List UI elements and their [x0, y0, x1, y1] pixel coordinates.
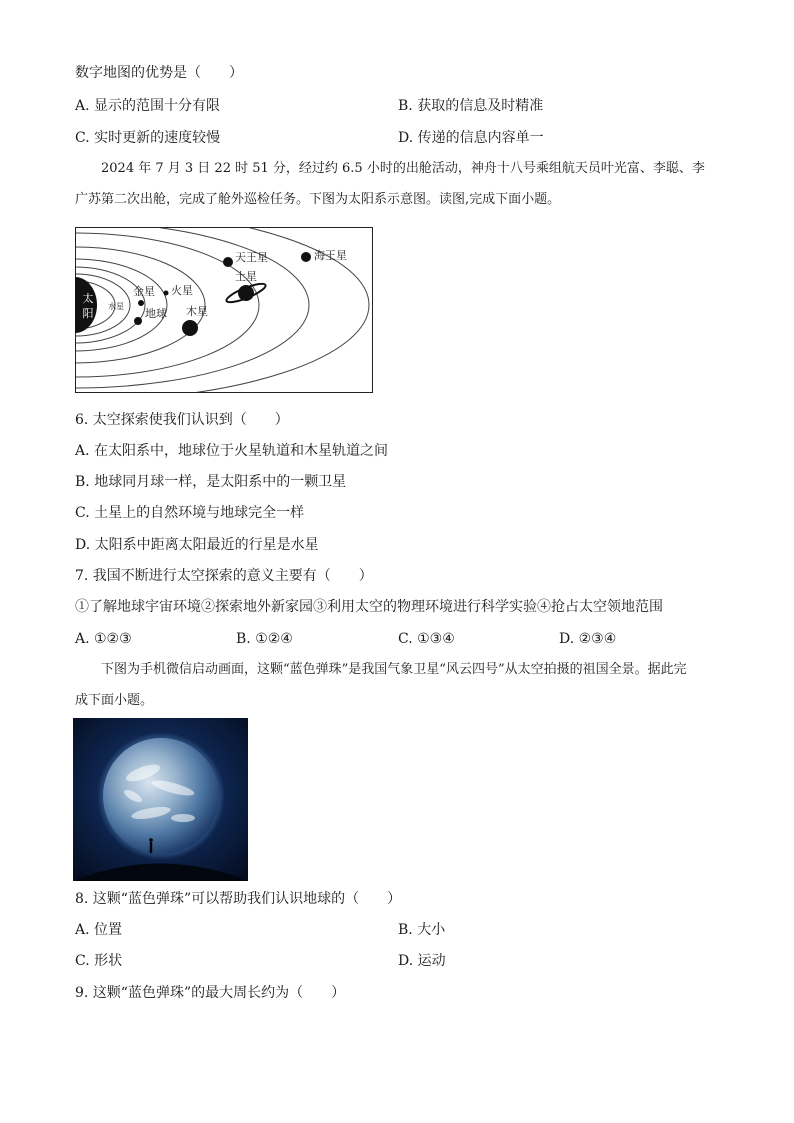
passage1-line2: 广苏第二次出舱，完成了舱外巡检任务。下图为太阳系示意图。读图,完成下面小题。	[75, 192, 561, 207]
q5-option-b: B. 获取的信息及时精准	[398, 98, 544, 114]
q8-option-a: A. 位置	[75, 922, 123, 938]
earth-label: 地球	[145, 307, 167, 320]
mercury-label: 水星	[108, 302, 124, 311]
saturn-label: 土星	[235, 270, 257, 283]
q7-statements: ①了解地球宇宙环境②探索地外新家园③利用太空的物理环境进行科学实验④抢占太空领地范围	[75, 599, 663, 615]
q6-stem: 6. 太空探索使我们认识到（ ）	[75, 412, 289, 428]
jupiter-dot	[182, 320, 198, 336]
q9-stem: 9. 这颗“蓝色弹珠”的最大周长约为（ ）	[75, 985, 346, 1001]
solar-system-diagram	[75, 227, 373, 393]
q5-option-a: A. 显示的范围十分有限	[75, 98, 221, 114]
blue-marble-image	[73, 718, 248, 881]
venus-label: 金星	[133, 285, 155, 298]
saturn-dot	[238, 285, 254, 301]
q6-option-c: C. 土星上的自然环境与地球完全一样	[75, 505, 305, 521]
q5-option-d: D. 传递的信息内容单一	[398, 130, 544, 146]
q6-option-a: A. 在太阳系中，地球位于火星轨道和木星轨道之间	[75, 443, 389, 459]
earth-globe	[103, 738, 219, 854]
q7-option-a: A. ①②③	[75, 631, 132, 647]
passage2-line2: 成下面小题。	[75, 693, 154, 708]
q7-option-c: C. ①③④	[398, 631, 455, 647]
earth-dot	[134, 317, 142, 325]
q7-option-d: D. ②③④	[559, 631, 617, 647]
venus-dot	[138, 300, 144, 306]
q5-stem: 数字地图的优势是（ ）	[75, 65, 243, 81]
sun-label-2: 阳	[82, 307, 94, 320]
mars-dot	[164, 291, 169, 296]
q8-option-b: B. 大小	[398, 922, 446, 938]
uranus-dot	[223, 257, 233, 267]
sun-label-1: 太	[82, 292, 94, 305]
neptune-dot	[301, 252, 311, 262]
q7-option-b: B. ①②④	[236, 631, 293, 647]
passage2-line1: 下图为手机微信启动画面，这颗“蓝色弹珠”是我国气象卫星“风云四号”从太空拍摄的祖国全景。据此完	[101, 662, 687, 677]
passage1-line1: 2024 年 7 月 3 日 22 时 51 分，经过约 6.5 小时的出舱活动，神舟十八号乘组航天员叶光富、李聪、李	[101, 161, 705, 176]
mars-label: 火星	[171, 284, 193, 297]
q8-stem: 8. 这颗“蓝色弹珠”可以帮助我们认识地球的（ ）	[75, 891, 402, 907]
neptune-label: 海王星	[314, 249, 347, 262]
q8-option-c: C. 形状	[75, 953, 123, 969]
q6-option-d: D. 太阳系中距离太阳最近的行星是水星	[75, 537, 319, 553]
q6-option-b: B. 地球同月球一样，是太阳系中的一颗卫星	[75, 474, 347, 490]
q8-option-d: D. 运动	[398, 953, 446, 969]
jupiter-label: 木星	[186, 305, 208, 318]
uranus-label: 天王星	[235, 251, 268, 264]
q5-option-c: C. 实时更新的速度较慢	[75, 130, 221, 146]
q7-stem: 7. 我国不断进行太空探索的意义主要有（ ）	[75, 568, 373, 584]
